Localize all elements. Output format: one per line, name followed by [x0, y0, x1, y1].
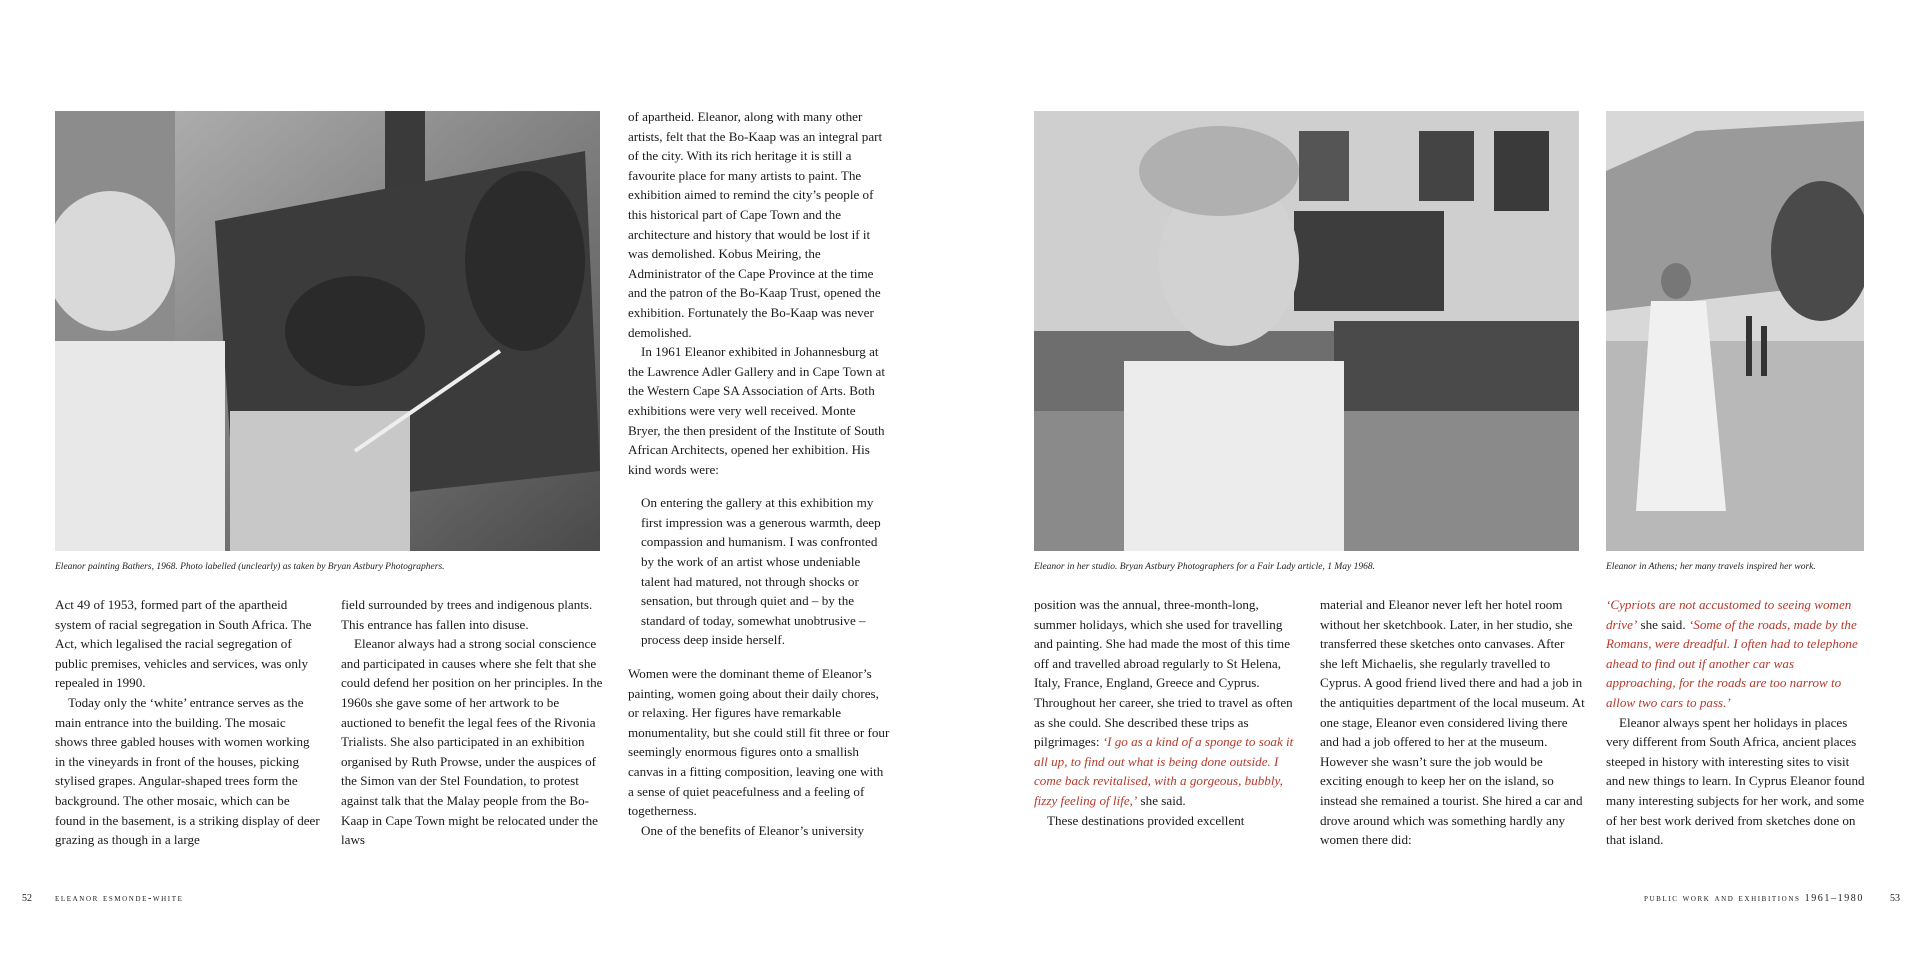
text-column-3 [1606, 595, 1866, 850]
paragraph [1606, 595, 1866, 713]
athens-photo-icon [1606, 111, 1864, 551]
photo-caption-athens: Eleanor in Athens; her many travels inspired her work. [1606, 562, 1816, 572]
photo-caption-studio: Eleanor in her studio. Bryan Astbury Photographers for a Fair Lady article, 1 May 1968. [1034, 562, 1376, 572]
paragraph: These destinations provided excellent [1047, 812, 1245, 828]
paragraph [1034, 595, 1296, 811]
quote-red: ‘Cypriots are not accustomed to seeing women drive’ [1606, 597, 1852, 632]
paragraph: material and Eleanor never left her hotel room without her sketchbook. Later, in her studio, she transferred these sketches onto canvases. After she left Michaelis, she regularly travelled to Cyprus. A good friend lived there and had a job in the antiquities department of the local museum. At one stage, Eleanor even considered living there and had a job offered to her at the museum. However she wasn’t sure the job would be exciting enough to keep her on the island, so instead she remained a tourist. She hired a car and drove around which was something hardly any women there did: [1320, 597, 1585, 848]
paragraph-text: she said. [1637, 616, 1689, 632]
quote-red: ‘Some of the roads, made by the Romans, were dreadful. I often had to telephone ahead to find out if another car was approaching, for the roads are too narrow to allow two cars to pass.’ [1606, 616, 1858, 710]
paragraph: In 1961 Eleanor exhibited in Johannesburg at the Lawrence Adler Gallery and in Cape Town at the Western Cape SA Association of Arts. Both exhibitions were very well received. Monte Bryer, the then president of the Institute of South African Architects, opened her exhibition. His kind words were: [628, 344, 885, 477]
paragraph: of apartheid. Eleanor, along with many other artists, felt that the Bo-Kaap was an integral part of the city. With its rich heritage it is still a favourite place for many artists to paint. The exhibition aimed to remind the city’s people of this historical part of Cape Town and the architecture and history that would be lost if it was demolished. Kobus Meiring, the Administrator of the Cape Province at the time and the patron of the Bo-Kaap Trust, opened the exhibition. Fortunately the Bo-Kaap was never demolished. [628, 109, 883, 340]
right-page [960, 0, 1920, 960]
paragraph-text: she said. [1137, 792, 1186, 808]
studio-photo-icon [1034, 111, 1579, 551]
text-column-2 [341, 595, 606, 850]
photo-eleanor-in-studio [1034, 111, 1579, 551]
running-head-right: public work and exhibitions 1961–1980 [1644, 893, 1864, 904]
photo-caption-left: Eleanor painting Bathers, 1968. Photo labelled (unclearly) as taken by Bryan Astbury Photographers. [55, 562, 445, 572]
quote-text: On entering the gallery at this exhibition my first impression was a generous warmth, deep compassion and humanism. I was confronted by the work of an artist whose undeniable talent had matured, not through shocks or sensation, but through quiet and – by the standard of today, somewhat unobtrusive – process deep inside herself. [641, 495, 881, 648]
running-head-left: eleanor esmonde-white [55, 893, 184, 904]
photo-eleanor-painting-bathers [55, 111, 600, 551]
paragraph: One of the benefits of Eleanor’s university [641, 822, 865, 838]
paragraph: Act 49 of 1953, formed part of the apartheid system of racial segregation in South Africa. The Act, which legalised the racial segregation of public premises, vehicles and services, was only repealed in 1990. [55, 597, 312, 691]
paragraph: Women were the dominant theme of Eleanor’s painting, women going about their daily chores, or relaxing. Her figures have remarkable monumentality, but she could still fit three or four seemingly enormous figures onto a smallish canvas in a fitting composition, leaving one with a sense of quiet peacefulness and a feeling of togetherness. [628, 666, 890, 819]
quote-monte-bryer [641, 493, 890, 650]
page-number-left: 52 [22, 893, 32, 904]
paragraph: field surrounded by trees and indigenous plants. This entrance has fallen into disuse. [341, 597, 593, 632]
paragraph: Eleanor always spent her holidays in places very different from South Africa, ancient places steeped in history with interesting sites to visit and new things to learn. In Cyprus Eleanor found many interesting subjects for her work, and some of her best work derived from sketches done on that island. [1606, 714, 1865, 848]
painting-photo-icon [55, 111, 600, 551]
page-number-right: 53 [1890, 893, 1900, 904]
text-column-1 [1034, 595, 1296, 830]
paragraph: Eleanor always had a strong social conscience and participated in causes where she felt that she could defend her position on her principles. In the 1960s she gave some of her artwork to be auctioned to benefit the legal fees of the Rivonia Trialists. She also participated in an exhibition organised by Ruth Prowse, under the auspices of the Simon van der Stel Foundation, to protest against talk that the Malay people from the Bo-Kaap in Cape Town might be relocated under the laws [341, 636, 603, 848]
quote-red: ‘I go as a kind of a sponge to soak it all up, to find out what is being done outside. I come back revitalised, with a gorgeous, bubbly, fizzy feeling of life,’ [1034, 734, 1294, 808]
paragraph-text: position was the annual, three-month-long, summer holidays, which she used for travelling and painting. She had made the most of this time off and travelled abroad regularly to St Helena, Italy, France, England, Greece and Cyprus. Throughout her career, she tried to travel as often as she could. She described these trips as pilgrimages: [1034, 597, 1293, 750]
paragraph: Today only the ‘white’ entrance serves as the main entrance into the building. The mosaic shows three gabled houses with women working in the vineyards in front of the houses, picking stylised grapes. Angular-shaped trees form the background. The other mosaic, which can be found in the basement, is a striking display of deer grazing as though in a large [55, 694, 320, 848]
text-column-1 [55, 595, 320, 850]
text-column-top-right [628, 107, 890, 840]
photo-eleanor-in-athens [1606, 111, 1864, 551]
text-column-2 [1320, 595, 1585, 850]
